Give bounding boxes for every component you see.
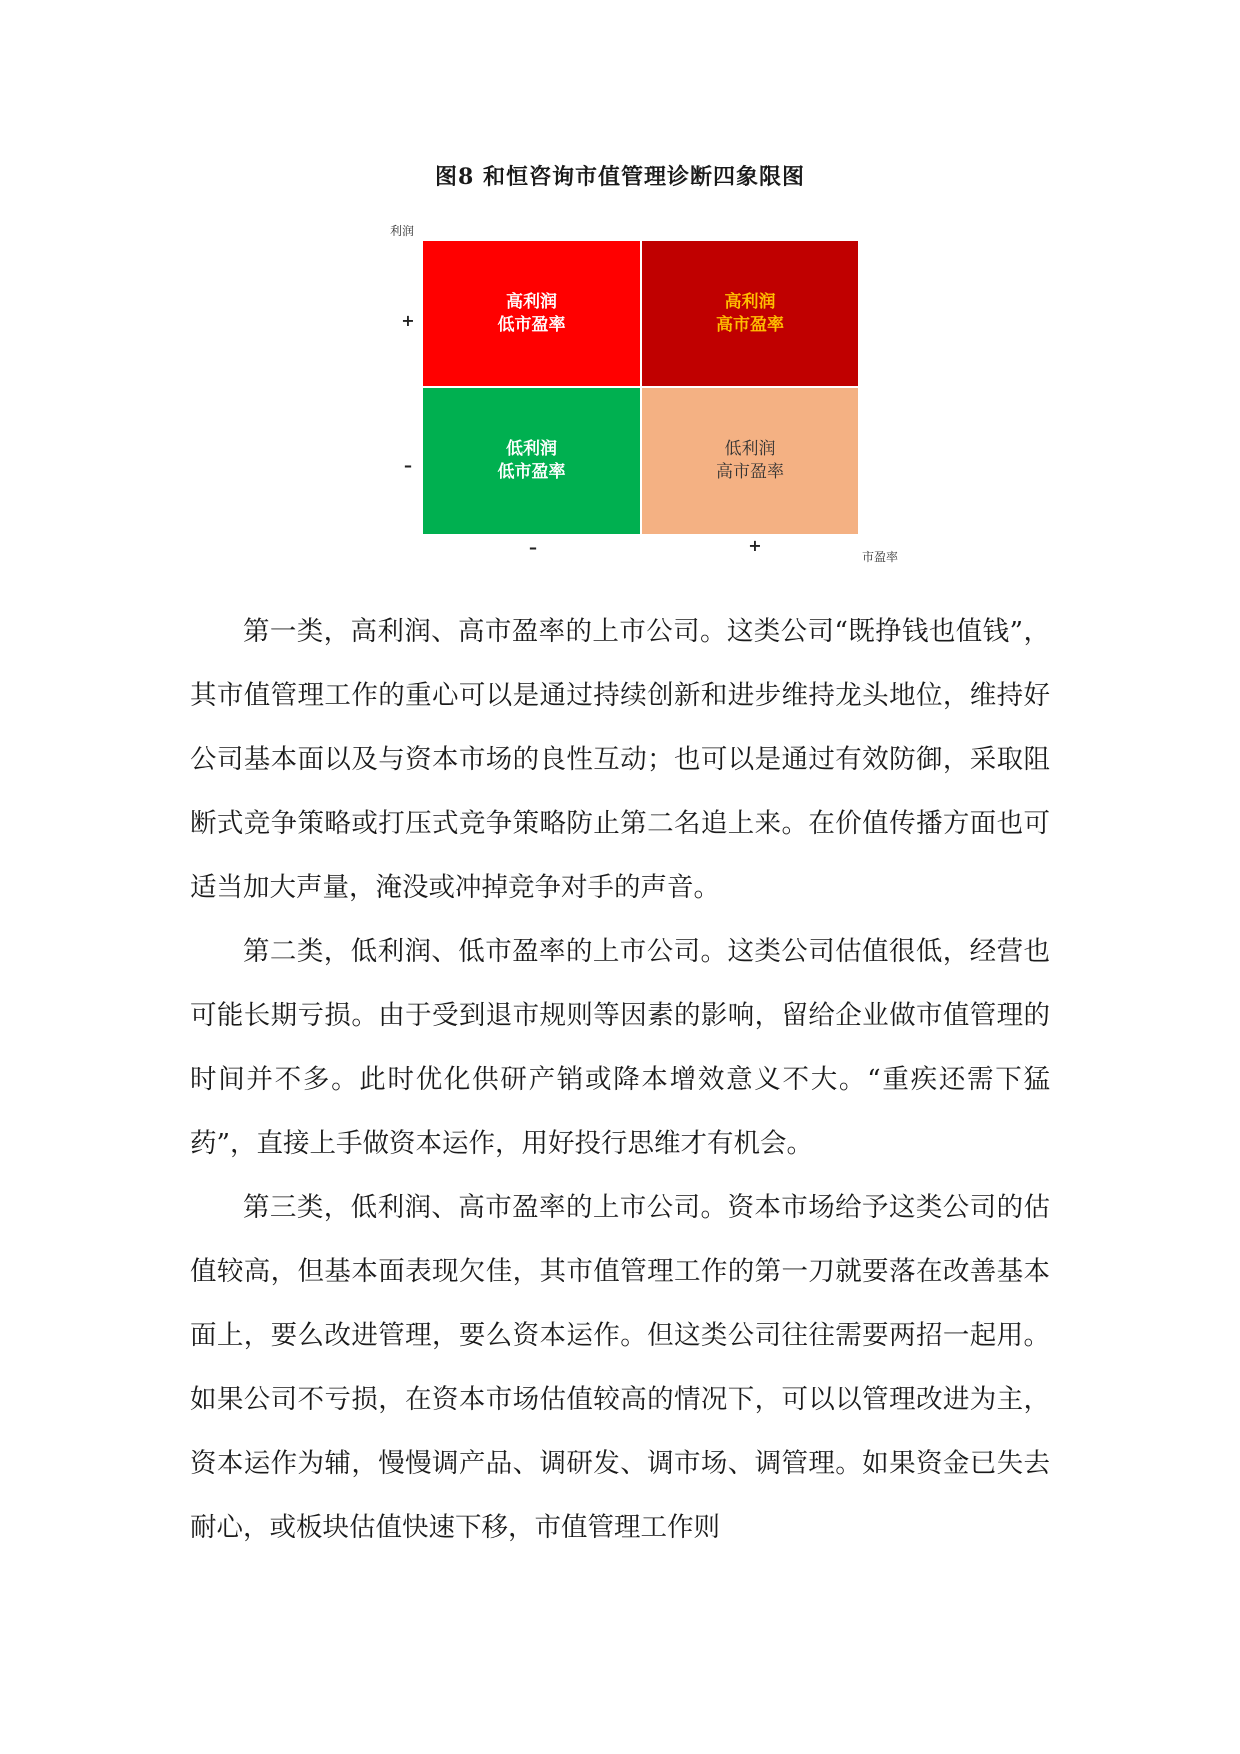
y-axis-label: 利润 — [390, 224, 415, 238]
quadrant-label-line1: 低利润 — [724, 439, 776, 459]
figure-title: 图8 和恒咨询市值管理诊断四象限图 — [435, 164, 805, 190]
paragraph-category-1: 第一类，高利润、高市盈率的上市公司。这类公司“既挣钱也值钱”，其市值管理工作的重心可以是通过持续创新和进步维持龙头地位，维持好公司基本面以及与资本市场的良性互动；也可以是通过有效防御，采取阻断式竞争策略或打压式竞争策略防止第二名追上来。在价值传播方面也可适当加大声量，淹没或冲掉竞争对手的声音。 — [190, 616, 1050, 903]
quadrant-high-profit-low-pe — [423, 241, 640, 386]
quadrant-label-line2: 高市盈率 — [716, 314, 784, 335]
paragraph-category-3: 第三类，低利润、高市盈率的上市公司。资本市场给予这类公司的估值较高，但基本面表现欠佳，其市值管理工作的第一刀就要落在改善基本面上，要么改进管理，要么资本运作。但这类公司往往需要两招一起用。如果公司不亏损，在资本市场估值较高的情况下，可以以管理改进为主，资本运作为辅，慢慢调产品、调研发、调市场、调管理。如果资金已失去耐心，或板块估值快速下移，市值管理工作则 — [190, 1192, 1050, 1543]
x-axis-label: 市盈率 — [862, 550, 899, 564]
quadrant-label-line2: 低市盈率 — [497, 462, 566, 482]
quadrant-label-line1: 高利润 — [724, 291, 776, 312]
body-text — [190, 600, 1050, 1560]
quadrant-label-line2: 低市盈率 — [497, 314, 566, 335]
paragraph-category-2: 第二类，低利润、低市盈率的上市公司。这类公司估值很低，经营也可能长期亏损。由于受到退市规则等因素的影响，留给企业做市值管理的时间并不多。此时优化供研产销或降本增效意义不大。“重疾还需下猛药”，直接上手做资本运作，用好投行思维才有机会。 — [190, 936, 1050, 1159]
quadrant-high-profit-high-pe — [642, 241, 858, 386]
quadrant-low-profit-high-pe — [642, 388, 858, 534]
quadrant-low-profit-low-pe — [423, 388, 640, 534]
quadrant-label-line1: 低利润 — [506, 439, 557, 459]
quadrant-label-line2: 高市盈率 — [716, 462, 784, 482]
y-axis-minus-sign: – — [404, 456, 412, 475]
quadrant-label-line1: 高利润 — [506, 291, 557, 312]
x-axis-plus-sign: + — [748, 536, 762, 555]
x-axis-minus-sign: – — [529, 538, 537, 557]
y-axis-plus-sign: + — [401, 311, 415, 330]
